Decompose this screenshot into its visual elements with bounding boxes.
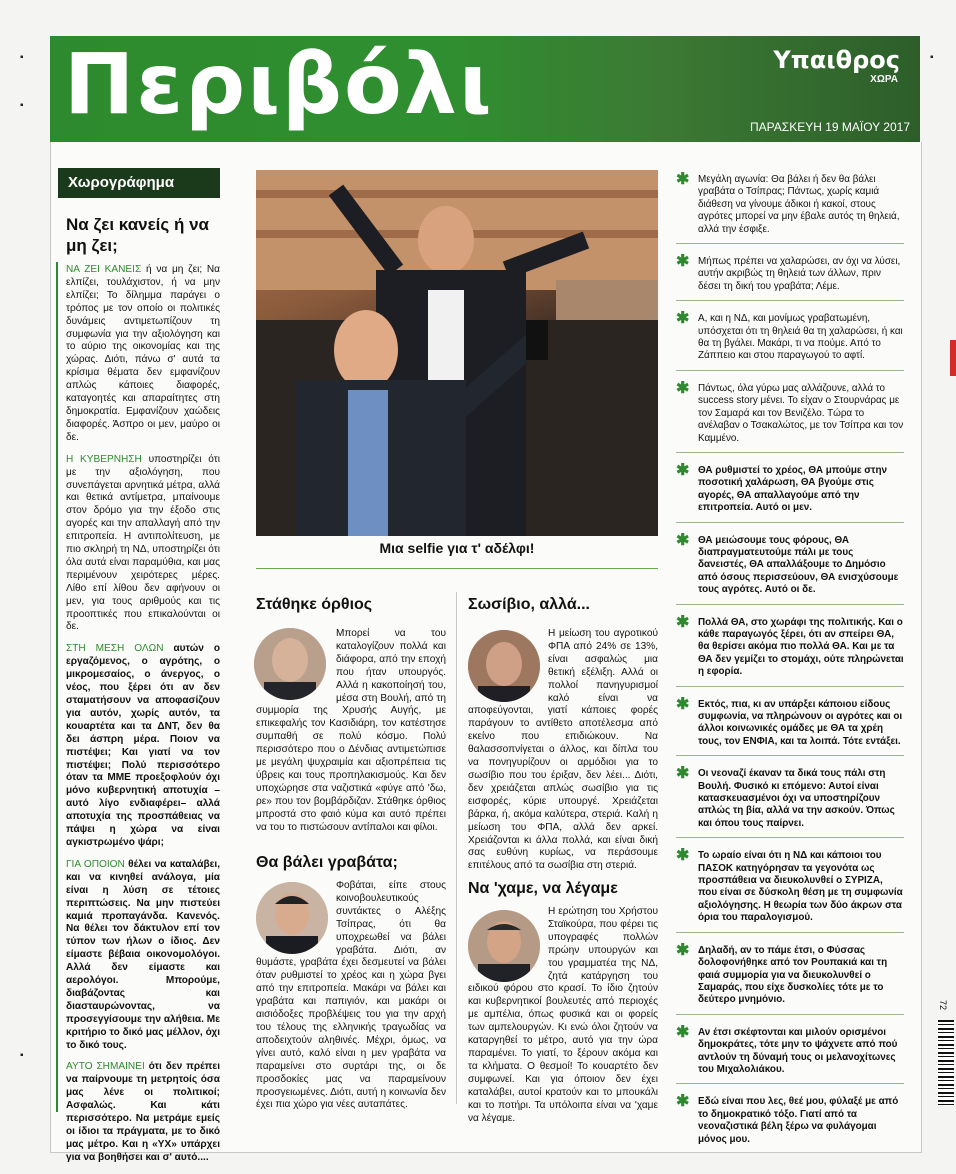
column-headline: Να ζει κανείς ή να μη ζει;	[66, 215, 209, 255]
asterisk-icon: ✱	[676, 171, 690, 188]
article-headline: Να 'χαμε, να λέγαμε	[468, 880, 618, 897]
asterisk-icon: ✱	[676, 847, 690, 865]
list-item: ✱ Μεγάλη αγωνία: Θα βάλει ή δεν θα βάλει γραβάτα ο Τσίπρας; Πάντως, χωρίς καμιά διάθεση να γίνουμε άδικοι ή κακοί, στους αγρότες μπορεί να μην έβαλε αυτός τη θηλειά, αλλά την έσφιξε.	[676, 170, 904, 244]
crop-mark: ▪	[20, 1050, 24, 1061]
article-body: Φοβάται, είπε στους κοινοβουλευτικούς συντάκτες ο Αλέξης Τσίπρας, ότι θα υποχρεωθεί να βάλει γραβάτα. Διότι, αν θυμάστε, γραβάτα έχει δεσμευτεί να βάλει όταν ρυθμιστεί το χρέος και η χώρα βγει από την επιτροπεία. Μακάρι να βάλει και γραβάτα και παπιγιόν, και μακάρι οι αισιόδοξες προβλέψεις του για την αρχή του τέλους της ελληνικής τραγωδίας να αποδειχτούν αληθινές. Μέχρι, όμως, να γίνει αυτό, καλό είναι η μεν γραβάτα να παραμείνει στο συρτάρι της, οι δε προσδοκίες μας να παραμείνουν προσγειωμένες. Διότι, αυτή η κοινωνία δεν έχει πια χώρο για νέες αυταπάτες.	[256, 880, 446, 1111]
column-paragraph: ΓΙΑ ΟΠΟΙΟΝ θέλει να καταλάβει, και να κινηθεί ανάλογα, μία είναι η λύση σε τέτοιες περιπτώσεις. Να μην πιστεύει καμιά προπαγάνδα. Κανενός. Να θέλει τον δάκτυλον επί τον τύπον των ήλων ο ίδιος. Δεν είμαστε βέβαια οικονομολόγοι. Αλλά δεν είμαστε και αερολόγοι. Μπορούμε, διαβάζοντας και διασταυρώνοντας, να προσεγγίσουμε την αλήθεια. Με κριτήριο το δικό μας μέλλον, όχι το δικό τους.	[66, 858, 221, 1051]
list-item: ✱ Πάντως, όλα γύρω μας αλλάζουνε, αλλά το success story μένει. Το είχαν ο Στουρνάρας με τον Σαμαρά και τον Βενιζέλο. Τώρα το ανέλαβαν ο Τσακαλώτος, με τον Τσίπρα και τον Καμμένο.	[676, 379, 904, 453]
list-item: ✱ Δηλαδή, αν το πάμε έτσι, ο Φύσσας δολοφονήθηκε από τον Ρουπακιά και τη φαιά συμμορία για να διευκολυνθεί ο Σαμαράς, που είχε δυσκολίες τότε με το δεύτερο μνημόνιο.	[676, 941, 904, 1015]
section-header: Χωρογράφημα	[58, 168, 220, 198]
article-headline: Θα βάλει γραβάτα;	[256, 854, 398, 871]
asterisk-icon: ✱	[676, 531, 690, 549]
list-item: ✱ Μήπως πρέπει να χαλαρώσει, αν όχι να λύσει, αυτήν ακριβώς τη θηλειά των άλλων, πριν δέσει τη δική του γραβάτα; Λέμε.	[676, 252, 904, 301]
crop-mark: ▪	[20, 100, 24, 111]
list-item: ✱ Εκτός, πια, κι αν υπάρξει κάποιου είδους συμφωνία, να πληρώνουν οι αγρότες και οι άλλοι κοινωνικές ομάδες με ΘΑ τα χρέη τους, τον ΕΝΦΙΑ, και τα λοιπά. Τότε εντάξει.	[676, 695, 904, 757]
asterisk-icon: ✱	[676, 1023, 690, 1041]
list-item: ✱ Οι νεοναζί έκαναν τα δικά τους πάλι στη Βουλή. Φυσικό κι επόμενο: Αυτοί είναι κατασκευασμένοι όχι να υποστηρίζουν απλώς τη βία, αλλά να την ασκούν. Όπως και όπου τους παίρνει.	[676, 764, 904, 838]
crop-mark: ▪	[20, 52, 24, 63]
column-paragraph: Η ΚΥΒΕΡΝΗΣΗ υποστηρίζει ότι με την αξιολόγηση, που συνεπάγεται αρνητικά μέτρα, αλλά και θετικά αντίμετρα, μπαίνουμε στον δρόμο για την έξοδο στις αγορές και την απαλλαγή από την επιτροπεία. Η αντιπολίτευση, με πιο σκληρή τη ΝΔ, υποστηρίζει ότι όλα αυτά είναι παραμύθια, και μας περιμένουν χειρότερες μέρες. Λίθο επί λίθου δεν αφήνουν οι μεν, για τους αριθμούς και τις προοπτικές που επικαλούνται οι δε.	[66, 453, 220, 633]
asterisk-icon: ✱	[676, 765, 690, 783]
column-paragraph: ΑΥΤΟ ΣΗΜΑΙΝΕΙ ότι δεν πρέπει να παίρνουμε τη μετρητοίς όσα μας λένε οι πολιτικοί; Ασφαλώς. Και κάτι περισσότερο. Να μετράμε εμείς οι ίδιοι τα πράγματα, με το δικό μας μέτρο. Και η «ΥΧ» υπάρχει για να βοηθήσει και σ' αυτό....	[66, 1061, 221, 1163]
asterisk-icon: ✱	[676, 941, 690, 959]
section-title: Περιβόλι	[64, 35, 494, 133]
list-item: ✱ Εδώ είναι που λες, θεέ μου, φύλαξέ με από το δημοκρατικό τόξο. Γιατί από τα νεοναζιστικά βέλη ξέρω να φυλάγομαι μόνος μου.	[676, 1093, 899, 1145]
list-item: ✱ Το ωραίο είναι ότι η ΝΔ και κάποιοι του ΠΑΣΟΚ κατηγόρησαν τα γεγονότα ως προσπάθεια να διευκολυνθεί ο ΣΥΡΙΖΑ, που είναι σε δύσκολη θέση με τη συμφωνία αξιολόγησης. Η θεωρία των δύο άκρων στα όρια του παραλογισμού.	[676, 846, 904, 932]
brand-subtitle: ΧΩΡΑ	[870, 74, 898, 85]
asterisk-icon: ✱	[676, 310, 690, 328]
article-body: Η ερώτηση του Χρήστου Σταϊκούρα, που φέρει τις υπογραφές πολλών πρώην υπουργών και του γραμματέα της ΝΔ, ζητά κατάργηση του ειδικού φόρου στο κρασί. Το ίδιο ζητούν και κυβερνητικοί βουλευτές από περιοχές με αμπέλια, όπως φυσικά και οι φορείς των αμπελουργών. Κι ενώ όλοι ζητούν να καταργηθεί το μέτρο, αυτό για την ώρα παραμένει. Το γιατί, το ξέρουν ακόμα και τα κλήματα. Ο θεσμοί! Το κουαρτέτο δεν συμφωνεί. Και για όποιον δεν έχει καταλάβει, αυτοί κρατούν και το μπουκάλι και το ποτήρι. Τα υπόλοιπα είναι να 'χαμε να λέγαμε.	[468, 906, 658, 1124]
column-paragraph: ΣΤΗ ΜΕΣΗ ΟΛΩΝ αυτών ο εργαζόμενος, ο αγρότης, ο μικρομεσαίος, ο άνεργος, ο νέος, που ξέρει ότι αν δεν σταματήσουν να αποφασίζουν για αυτόν, χωρίς αυτόν, τα κουαρτέτα και τα ΔΝΤ, δεν θα δει άσπρη μέρα. Ποιον να πιστέψει; Και γιατί να τον πιστέψει; Πολύ περισσότερο όταν τα ΜΜΕ προεξοφλούν όχι μόνο κυβερνητική αποτυχία –αυτό λίγο ενδιαφέρει– αλλά αποτυχία της προσπάθειας να πάψει η χώρα να είναι αγκιστρωμένο ψάρι;	[66, 643, 220, 848]
caption-rule	[256, 568, 658, 569]
right-column-notes	[676, 170, 904, 1161]
asterisk-icon: ✱	[676, 613, 690, 631]
page-edge-tab	[950, 340, 956, 376]
column-paragraph: ΝΑ ΖΕΙ ΚΑΝΕΙΣ ή να μη ζει; Να ελπίζει, τουλάχιστον, ή να μην ελπίζει; Το δίλημμα παράγει ο τρόπος με τον οποίο οι πολιτικές δυνάμεις αντιμετωπίζουν τη συμφωνία για την αξιολόγηση και το αύριο της οικονομίας και της χώρας. Διότι, πάνω σ' αυτά τα κρίσιμα θέματα δεν εμφανίζουν απλώς κάποιες διαφορές, καταγοητές και απαραίτητες στη δημοκρατία. Εμφανίζουν χαώδεις διαφορές. Άσπρο οι μεν, μαύρο οι δε.	[66, 264, 220, 443]
parliament-selfie-photo	[256, 170, 658, 536]
article-headline: Στάθηκε όρθιος	[256, 596, 373, 613]
asterisk-icon: ✱	[676, 253, 690, 271]
left-column	[58, 168, 220, 1174]
asterisk-icon: ✱	[676, 379, 690, 397]
column-divider	[456, 592, 457, 1104]
brand-logo: Υπαιθρος	[773, 46, 900, 74]
list-item: ✱ Πολλά ΘΑ, στο χωράφι της πολιτικής. Και ο κάθε παραγωγός ξέρει, ότι αν σπείρει ΘΑ, θα θερίσει ακόμα πιο πολλά ΘΑ. Και με τα ΘΑ δεν γεμίζει το στομάχι, ούτε πληρώνεται η εφορία.	[676, 613, 904, 687]
list-item: ✱ Αν έτσι σκέφτονται και μιλούν ορισμένοι δημοκράτες, τότε μην το ψάχνετε από πού αντλούν τη δύναμή τους οι μελανοχίτωνες του Μιχαλολιάκου.	[676, 1023, 904, 1085]
asterisk-icon: ✱	[676, 1093, 690, 1111]
list-item: ✱ ΘΑ μειώσουμε τους φόρους, ΘΑ διαπραγματευτούμε πάλι με τους δανειστές, ΘΑ απαλλάξουμε το Δημόσιο από όσους περισσεύουν, ΘΑ ενισχύσουμε τους αγρότες. Αυτό οι δε.	[676, 531, 904, 605]
photo-illustration	[256, 170, 658, 536]
barcode	[938, 1020, 954, 1106]
list-item: ✱ ΘΑ ρυθμιστεί το χρέος, ΘΑ μπούμε στην ποσοτική χαλάρωση, ΘΑ βγούμε στις αγορές, ΘΑ απαλλαγούμε από την επιτροπεία. Αυτό οι μεν.	[676, 461, 904, 523]
page-number: 72	[938, 1000, 948, 1011]
asterisk-icon: ✱	[676, 461, 690, 479]
photo-caption: Μια selfie για τ' αδέλφι!	[379, 540, 535, 556]
article-body: Η μείωση του αγροτικού ΦΠΑ από 24% σε 13%, είναι ασφαλώς μια θετική εξέλιξη. Αλλά οι πολλοί πανηγυρισμοί καλό είναι να αποφεύγονται, γιατί κάποιες φορές παράγουν το αντίθετο αποτέλεσμα από εκείνο που επιδιώκουν. Να θαλασσοπνίγεται ο άλλος, και δίπλα του να πονηγυρίζουν οι αρμόδιοι για το σωσίβιο που του έριξαν, δεν λέει... Διότι, δεν χρειάζεται απλώς σωσίβιο για τις εισφορές, κύριε υπουργέ. Χρειάζεται βάρκα, ή, ακόμα καλύτερα, στεριά. Καλή η μείωση του ΦΠΑ, αλλά δεν αρκεί. Χρειάζονται κι άλλα πολλά, και είναι δική σας ευθύνη κυρίως, να περάσουμε επιτέλους από τα σωσίβια στη στεριά.	[468, 628, 658, 872]
issue-date: ΠΑΡΑΣΚΕΥΗ 19 ΜΑΪΟΥ 2017	[750, 120, 910, 134]
page-header	[50, 36, 920, 142]
crop-mark: ▪	[930, 52, 934, 63]
article-body: Μπορεί να του καταλογίζουν πολλά και διάφορα, από την εποχή που ήταν υπουργός. Αλλά η κακοποίησή του, μέσα στη Βουλή, από τη συμμορία της Χρυσής Αυγής, με επικεφαλής τον Κασιδιάρη, τον κατέστησε συμπαθή σε πολύ κόσμο. Πολύ περισσότερο που ο Δένδιας αντιμετώπισε με μεγάλη ψυχραιμία και αξιοπρέπεια τις ύβρεις και τους προπηλακισμούς. Και δεν υποχώρησε στα ναζιστικά «φύγε από 'δω, ρε» που τον βομβάρδιζαν. Στάθηκε όρθιος μπροστά στο φαιό κύμα και αυτό πρέπει να του το πιστώσουν αντίπαλοι και φίλοι.	[256, 628, 446, 833]
list-item: ✱ Α, και η ΝΔ, και μονίμως γραβατωμένη, υπόσχεται ότι τη θηλειά θα τη χαλαρώσει, ή και θα τη βγάλει. Μακάρι, τι να πούμε. Από το Ζάππειο και στου παραγωγού το αφτί.	[676, 309, 904, 371]
article-headline: Σωσίβιο, αλλά...	[468, 596, 590, 613]
asterisk-icon: ✱	[676, 695, 690, 713]
